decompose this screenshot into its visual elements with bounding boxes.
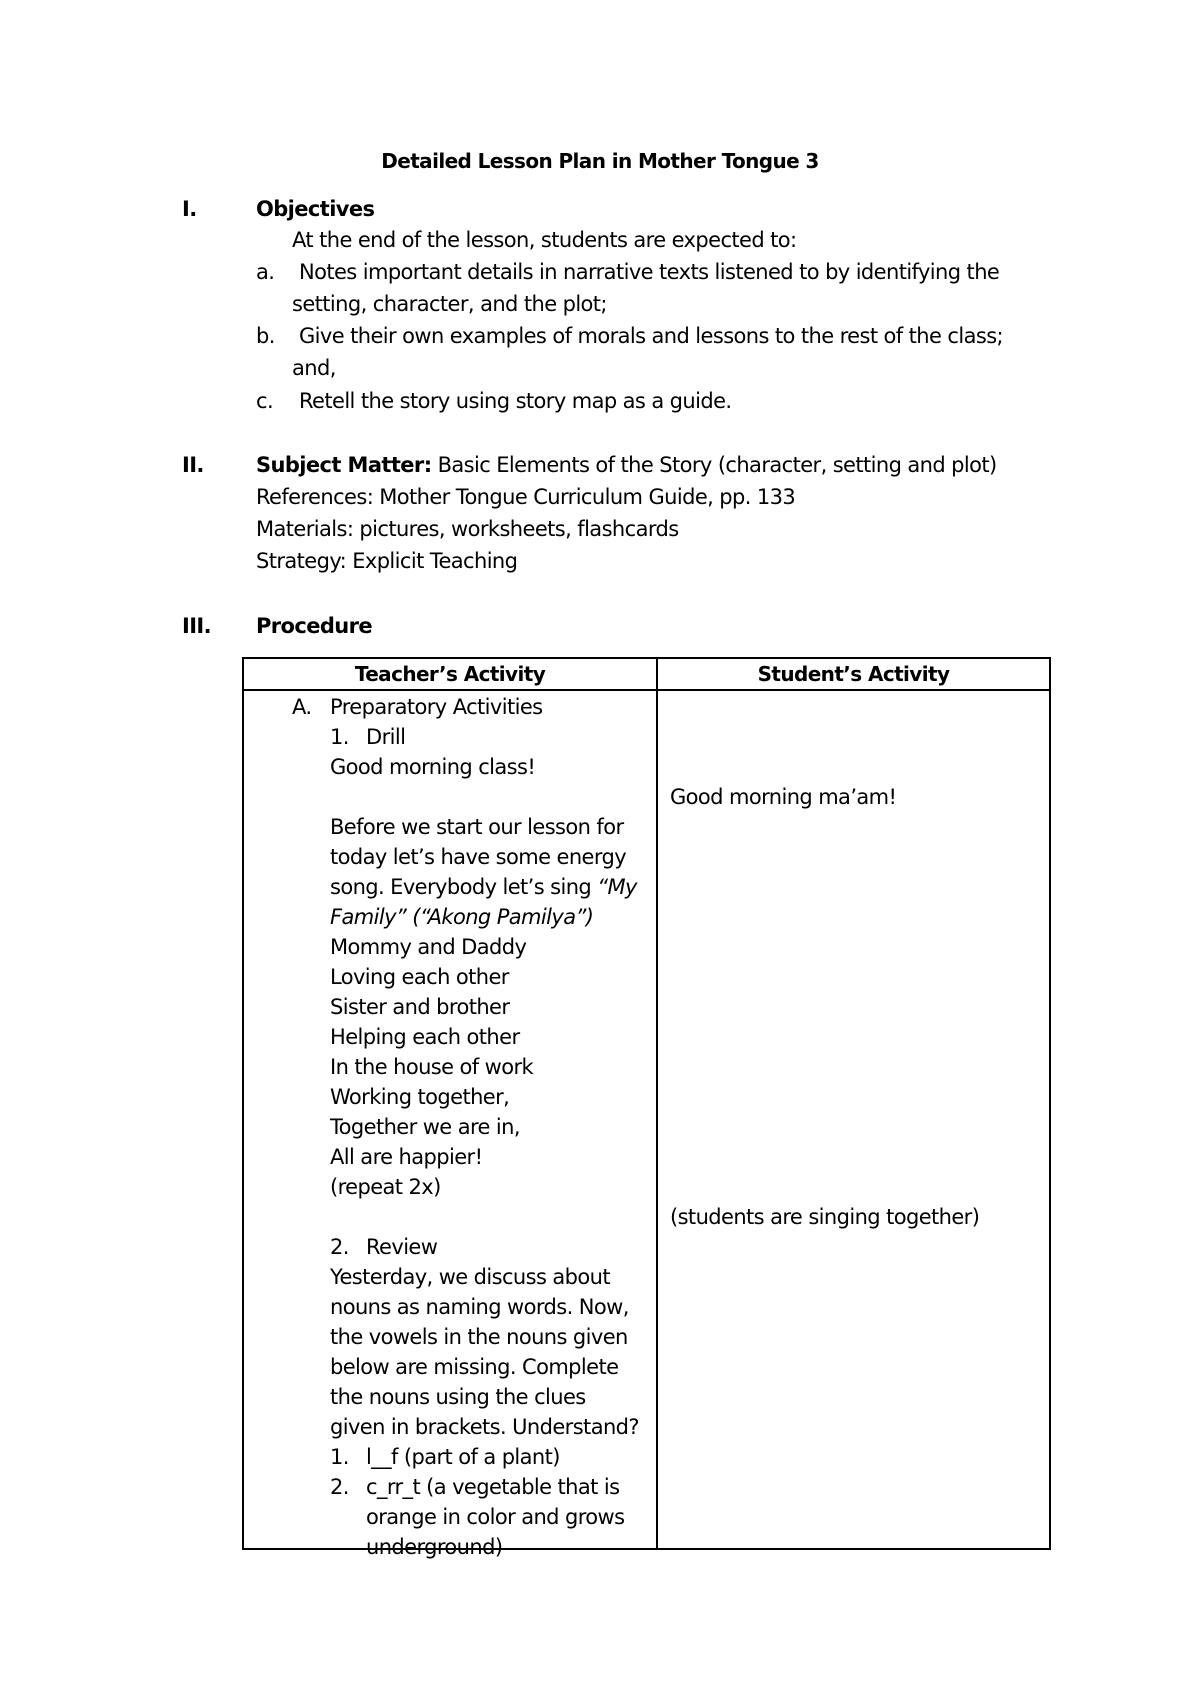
subject-matter-line [256, 455, 997, 476]
song-line: All are happier! [330, 1145, 483, 1169]
review-number: 2. [330, 1235, 349, 1259]
activity-table [242, 657, 1051, 1559]
subject-matter-value: Basic Elements of the Story (character, setting and plot) [437, 453, 997, 477]
objectives-heading: Objectives [256, 197, 375, 221]
song-line: Sister and brother [330, 995, 510, 1019]
objective-a-line1: Notes important details in narrative texts listened to by identifying the [299, 260, 1000, 284]
sing-prefix: song. Everybody let’s sing [330, 875, 598, 899]
objectives-number: I. [182, 197, 197, 221]
objective-b-line1: Give their own examples of morals and lessons to the rest of the class; [299, 324, 1004, 348]
song-line: (repeat 2x) [330, 1175, 441, 1199]
song-title-part-2: Family” (“Akong Pamilya”) [330, 905, 594, 929]
teacher-activity-header: Teacher’s Activity [243, 658, 657, 690]
objective-b-line2: and, [292, 356, 336, 380]
drill-number: 1. [330, 725, 349, 749]
song-line: In the house of work [330, 1055, 534, 1079]
procedure-number: III. [182, 614, 212, 638]
objective-c-letter: c. [256, 389, 274, 413]
procedure-heading: Procedure [256, 614, 373, 638]
review-title: Review [366, 1235, 438, 1259]
song-line: Working together, [330, 1085, 510, 1109]
drill-title: Drill [366, 725, 406, 749]
energy-line-2: today let’s have some energy [330, 845, 627, 869]
objective-c-line1: Retell the story using story map as a guide. [299, 389, 732, 413]
teacher-activity-cell [243, 690, 657, 1559]
objectives-intro: At the end of the lesson, students are expected to: [292, 228, 797, 252]
subject-matter-number: II. [182, 453, 204, 477]
song-line: Helping each other [330, 1025, 520, 1049]
review-line: the nouns using the clues [330, 1385, 586, 1409]
review-line: the vowels in the nouns given [330, 1325, 628, 1349]
student-activity-header: Student’s Activity [657, 658, 1050, 690]
subject-matter-label: Subject Matter: [256, 453, 432, 477]
section-letter: A. [292, 695, 312, 719]
review-line: below are missing. Complete [330, 1355, 619, 1379]
energy-line-1: Before we start our lesson for [330, 815, 624, 839]
clue-2-line: orange in color and grows [366, 1505, 625, 1529]
clue-1-number: 1. [330, 1445, 349, 1469]
review-line: given in brackets. Understand? [330, 1415, 639, 1439]
sing-line [330, 877, 637, 898]
strategy: Strategy: Explicit Teaching [256, 549, 518, 573]
review-line: Yesterday, we discuss about [330, 1265, 610, 1289]
clue-1: l__f (part of a plant) [366, 1445, 560, 1469]
references: References: Mother Tongue Curriculum Guide, pp. 133 [256, 485, 796, 509]
page-title: Detailed Lesson Plan in Mother Tongue 3 [381, 149, 819, 173]
objective-a-line2: setting, character, and the plot; [292, 292, 607, 316]
student-greeting-reply: Good morning ma’am! [670, 785, 897, 809]
teacher-greeting: Good morning class! [330, 755, 536, 779]
review-line: nouns as naming words. Now, [330, 1295, 629, 1319]
clue-2-line: underground) [366, 1535, 503, 1559]
song-title-part-1: “My [597, 875, 637, 899]
materials: Materials: pictures, worksheets, flashcards [256, 517, 679, 541]
section-title: Preparatory Activities [330, 695, 543, 719]
student-activity-cell [657, 690, 1050, 1549]
clue-2-line: c_rr_t (a vegetable that is [366, 1475, 620, 1499]
student-singing: (students are singing together) [670, 1205, 980, 1229]
song-line: Mommy and Daddy [330, 935, 527, 959]
clue-2-number: 2. [330, 1475, 349, 1499]
song-line: Together we are in, [330, 1115, 520, 1139]
objective-b-letter: b. [256, 324, 275, 348]
song-line: Loving each other [330, 965, 509, 989]
objective-a-letter: a. [256, 260, 275, 284]
